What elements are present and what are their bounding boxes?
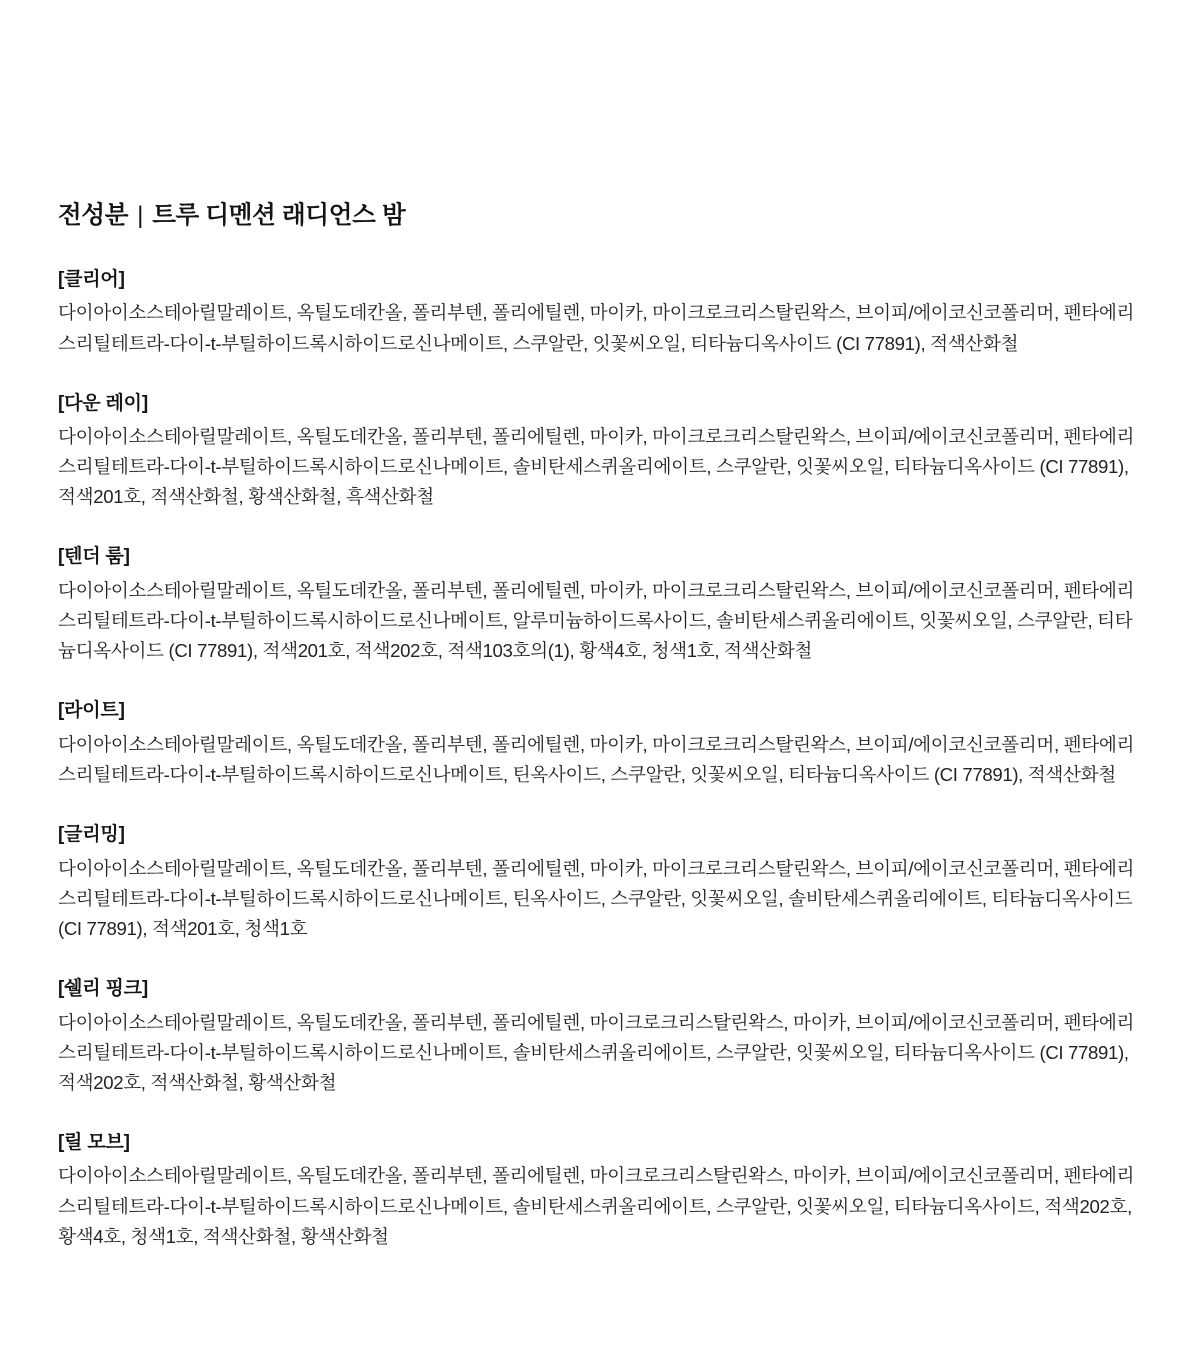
- shade-label: [텐더 룸]: [58, 546, 130, 568]
- ingredient-list: 다이아이소스테아릴말레이트, 옥틸도데칸올, 폴리부텐, 폴리에틸렌, 마이카, 마이크로크리스탈린왁스, 브이피/에이코신코폴리머, 펜타에리스리틸테트라-다이-t-부틸하이드록시하이드로신나메이트, 솔비탄세스퀴올리에이트, 스쿠알란, 잇꽃씨오일, 티타늄디옥사이드 (CI 77891), 적색201호, 적색산화철, 황색산화철, 흑색산화철: [58, 426, 1135, 508]
- ingredient-list: 다이아이소스테아릴말레이트, 옥틸도데칸올, 폴리부텐, 폴리에틸렌, 마이크로크리스탈린왁스, 마이카, 브이피/에이코신코폴리머, 펜타에리스리틸테트라-다이-t-부틸하이드록시하이드로신나메이트, 솔비탄세스퀴올리에이트, 스쿠알란, 잇꽃씨오일, 티타늄디옥사이드 (CI 77891), 적색202호, 적색산화철, 황색산화철: [58, 1011, 1135, 1093]
- shade-label: [라이트]: [58, 700, 125, 722]
- ingredient-list: 다이아이소스테아릴말레이트, 옥틸도데칸올, 폴리부텐, 폴리에틸렌, 마이카, 마이크로크리스탈린왁스, 브이피/에이코신코폴리머, 펜타에리스리틸테트라-다이-t-부틸하이드록시하이드로신나메이트, 틴옥사이드, 스쿠알란, 잇꽃씨오일, 티타늄디옥사이드 (CI 77891), 적색산화철: [58, 733, 1135, 786]
- page-title-main: 전성분: [58, 202, 129, 229]
- ingredient-section: [58, 1129, 1142, 1252]
- ingredient-section: [58, 543, 1142, 666]
- shade-label: [쉘리 핑크]: [58, 978, 148, 999]
- ingredient-list: 다이아이소스테아릴말레이트, 옥틸도데칸올, 폴리부텐, 폴리에틸렌, 마이카, 마이크로크리스탈린왁스, 브이피/에이코신코폴리머, 펜타에리스리틸테트라-다이-t-부틸하이드록시하이드로신나메이트, 스쿠알란, 잇꽃씨오일, 티타늄디옥사이드 (CI 77891), 적색산화철: [58, 302, 1135, 354]
- ingredient-section: [58, 390, 1142, 513]
- ingredient-section: [58, 821, 1142, 944]
- ingredient-section: [58, 975, 1142, 1098]
- shade-label: [클리어]: [58, 268, 125, 290]
- page-title: [58, 200, 1142, 232]
- title-separator: |: [137, 202, 144, 229]
- ingredient-section: [58, 266, 1142, 359]
- shade-label: [다운 레이]: [58, 392, 148, 414]
- ingredient-list: 다이아이소스테아릴말레이트, 옥틸도데칸올, 폴리부텐, 폴리에틸렌, 마이카, 마이크로크리스탈린왁스, 브이피/에이코신코폴리머, 펜타에리스리틸테트라-다이-t-부틸하이드록시하이드로신나메이트, 틴옥사이드, 스쿠알란, 잇꽃씨오일, 솔비탄세스퀴올리에이트, 티타늄디옥사이드 (CI 77891), 적색201호, 청색1호: [58, 857, 1135, 939]
- ingredient-list: 다이아이소스테아릴말레이트, 옥틸도데칸올, 폴리부텐, 폴리에틸렌, 마이크로크리스탈린왁스, 마이카, 브이피/에이코신코폴리머, 펜타에리스리틸테트라-다이-t-부틸하이드록시하이드로신나메이트, 솔비탄세스퀴올리에이트, 스쿠알란, 잇꽃씨오일, 티타늄디옥사이드, 적색202호, 황색4호, 청색1호, 적색산화철, 황색산화철: [58, 1165, 1135, 1247]
- shade-label: [글리밍]: [58, 824, 125, 846]
- ingredient-list: 다이아이소스테아릴말레이트, 옥틸도데칸올, 폴리부텐, 폴리에틸렌, 마이카, 마이크로크리스탈린왁스, 브이피/에이코신코폴리머, 펜타에리스리틸테트라-다이-t-부틸하이드록시하이드로신나메이트, 알루미늄하이드록사이드, 솔비탄세스퀴올리에이트, 잇꽃씨오일, 스쿠알란, 티타늄디옥사이드 (CI 77891), 적색201호, 적색202호, 적색103호의(1), 황색4호, 청색1호, 적색산화철: [58, 580, 1135, 662]
- ingredient-section: [58, 697, 1142, 790]
- page-title-product: 트루 디멘션 래디언스 밤: [152, 202, 406, 229]
- shade-label: [릴 모브]: [58, 1131, 130, 1153]
